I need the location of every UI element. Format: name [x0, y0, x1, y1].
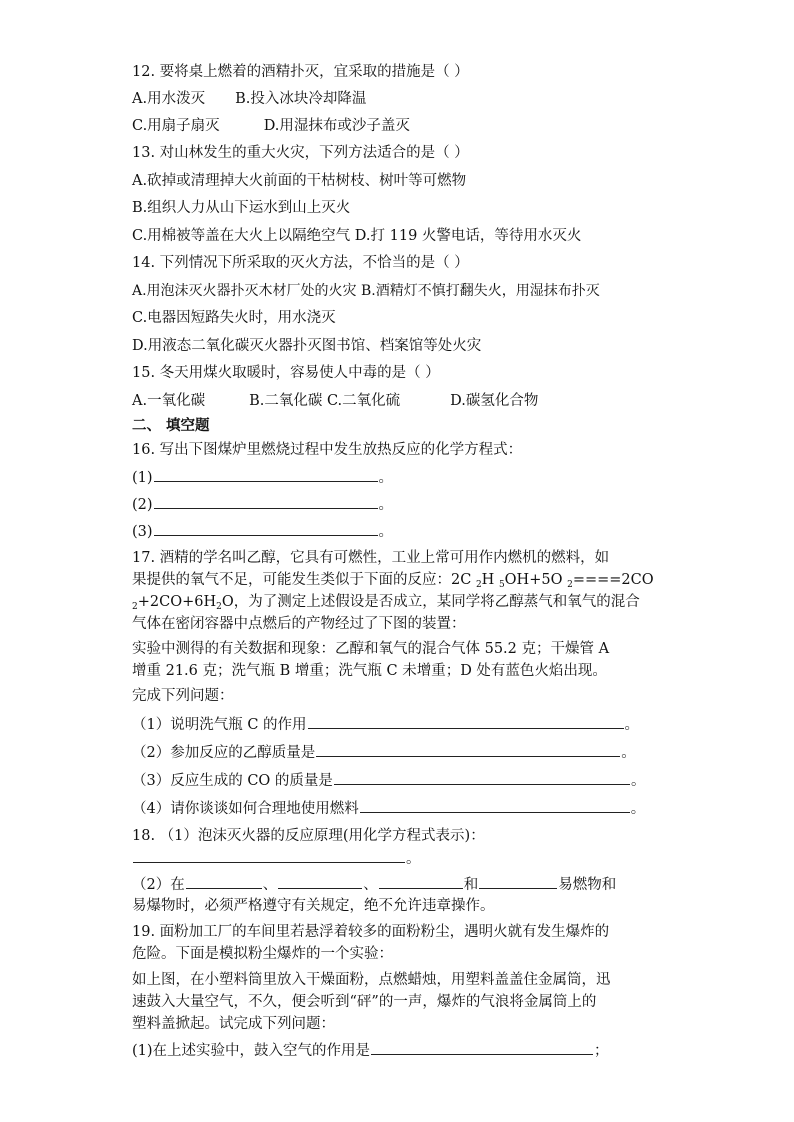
q18-text: 、 — [363, 877, 378, 893]
q13-option-a: A.砍掉或清理掉大火前面的干枯树枝、树叶等可燃物 — [132, 173, 467, 189]
q16-blank-2-label: (2) — [132, 497, 153, 513]
q19-line-2: 危险。下面是模拟粉尘爆炸的一个实验： — [132, 946, 393, 962]
q17-period: 。 — [624, 717, 640, 733]
q16-blank-1-row — [132, 467, 393, 488]
q15-option-bc: B.二氧化碳 C.二氧化硫 — [249, 393, 401, 409]
q16-period: 。 — [378, 524, 394, 540]
q17-part-3-label: （3）反应生成的 CO 的质量是 — [132, 773, 333, 789]
q17-text: OH+5O — [504, 572, 568, 588]
q17-answer-blank-3[interactable] — [334, 770, 630, 785]
q19-semicolon: ； — [594, 1043, 609, 1059]
q19-line-5: 塑料盖掀起。试完成下列问题： — [132, 1016, 335, 1032]
q17-part-1-label: （1）说明洗气瓶 C 的作用 — [132, 717, 307, 733]
q18-line-2 — [132, 848, 421, 869]
subscript: 2 — [567, 580, 573, 590]
q17-part-2-label: （2）参加反应的乙醇质量是 — [132, 745, 316, 761]
q16-stem: 16. 写出下图煤炉里燃烧过程中发生放热反应的化学方程式： — [132, 442, 523, 458]
q12-options-row1 — [132, 89, 366, 109]
q16-blank-3-label: (3) — [132, 524, 153, 540]
q18-line-4: 易爆物时，必须严格遵守有关规定，绝不允许违章操作。 — [132, 898, 495, 914]
subscript: 2 — [132, 602, 138, 612]
q17-line-4: 气体在密闭容器中点燃后的产物经过了下图的装置： — [132, 616, 466, 632]
q18-text: （2）在 — [132, 877, 185, 893]
q12-option-d: D.用湿抹布或沙子盖灭 — [263, 118, 410, 134]
q16-answer-blank-1[interactable] — [154, 467, 378, 482]
q14-option-c: C.电器因短路失火时，用水浇灭 — [132, 310, 336, 326]
q18-answer-blank-2[interactable] — [278, 874, 362, 889]
q13-option-cd: C.用棉被等盖在大火上以隔绝空气 D.打 119 火警电话，等待用水灭火 — [132, 228, 582, 244]
q17-line-6: 增重 21.6 克；洗气瓶 B 增重；洗气瓶 C 未增重；D 处有蓝色火焰出现。 — [132, 663, 607, 679]
subscript: 5 — [498, 580, 505, 590]
q17-text: 果提供的氧气不足，可能发生类似于下面的反应：2C — [132, 572, 476, 588]
q19-line-4: 速鼓入大量空气，不久，便会听到“砰”的一声，爆炸的气浪将金属筒上的 — [132, 994, 597, 1010]
q13-stem: 13. 对山林发生的重大火灾，下列方法适合的是（ ） — [132, 145, 469, 161]
q17-line-5: 实验中测得的有关数据和现象：乙醇和氧气的混合气体 55.2 克；干燥管 A — [132, 641, 610, 657]
q16-answer-blank-3[interactable] — [154, 521, 378, 536]
q17-text: +2CO+6H — [137, 594, 217, 610]
q12-option-b: B.投入冰块冷却降温 — [235, 91, 367, 107]
q18-text: 、 — [262, 877, 278, 893]
subscript: 2 — [475, 580, 482, 590]
q17-text: H — [481, 572, 499, 588]
q15-option-d: D.碳氢化合物 — [450, 393, 539, 409]
q16-answer-blank-2[interactable] — [154, 494, 378, 509]
q19-part-1-label: (1)在上述实验中，鼓入空气的作用是 — [132, 1043, 371, 1059]
q17-line-1: 17. 酒精的学名叫乙醇，它具有可燃性，工业上常可用作内燃机的燃料，如 — [132, 550, 610, 566]
q17-part-1 — [132, 714, 639, 735]
q17-answer-blank-4[interactable] — [360, 798, 630, 813]
q17-part-2 — [132, 742, 636, 763]
q17-answer-blank-1[interactable] — [308, 714, 624, 729]
q14-option-ab: A.用泡沫灭火器扑灭木材厂处的火灾 B.酒精灯不慎打翻失火，用湿抹布扑灭 — [132, 283, 600, 299]
q19-line-1: 19. 面粉加工厂的车间里若悬浮着较多的面粉粉尘，遇明火就有发生爆炸的 — [132, 924, 610, 940]
q17-part-4 — [132, 798, 645, 819]
q18-text: 和 — [463, 877, 479, 893]
q17-text: ====2CO — [572, 572, 654, 588]
q16-period: 。 — [378, 470, 394, 486]
q17-period: 。 — [621, 745, 636, 761]
q18-answer-blank-4[interactable] — [479, 874, 557, 889]
q19-part-1 — [132, 1040, 609, 1061]
q13-option-b: B.组织人力从山下运水到山上灭火 — [132, 200, 351, 216]
q16-period: 。 — [378, 497, 394, 513]
q19-line-3: 如上图，在小塑料筒里放入干燥面粉，点燃蜡烛，用塑料盖盖住金属筒，迅 — [132, 972, 611, 988]
q17-period: 。 — [630, 773, 646, 789]
q18-text: 易燃物和 — [558, 877, 617, 893]
q16-blank-2-row — [132, 494, 393, 515]
q17-period: 。 — [630, 801, 646, 817]
q17-part-3 — [132, 770, 645, 791]
q19-answer-blank-1[interactable] — [371, 1040, 593, 1055]
q16-blank-3-row — [132, 521, 393, 542]
q12-options-row2 — [132, 116, 410, 136]
q18-period: 。 — [406, 851, 421, 867]
q18-answer-blank-equation[interactable] — [133, 848, 405, 863]
q17-answer-blank-2[interactable] — [316, 742, 620, 757]
section-heading: 二、 填空题 — [132, 417, 210, 434]
q18-answer-blank-3[interactable] — [379, 874, 463, 889]
q18-line-3 — [132, 874, 616, 895]
q12-option-c: C.用扇子扇灭 — [132, 118, 220, 134]
q12-option-a: A.用水泼灭 — [132, 91, 206, 107]
q16-blank-1-label: (1) — [132, 470, 153, 486]
q14-option-d: D.用液态二氧化碳灭火器扑灭图书馆、档案馆等处火灾 — [132, 338, 482, 354]
q15-options — [132, 391, 538, 411]
q15-option-a: A.一氧化碳 — [132, 393, 206, 409]
q14-stem: 14. 下列情况下所采取的灭火方法，不恰当的是（ ） — [132, 255, 469, 271]
q17-text: O，为了测定上述假设是否成立，某同学将乙醇蒸气和氧气的混合 — [221, 594, 640, 610]
q17-part-4-label: （4）请你谈谈如何合理地使用燃料 — [132, 801, 359, 817]
q18-answer-blank-1[interactable] — [186, 874, 262, 889]
q12-stem: 12. 要将桌上燃着的酒精扑灭，宜采取的措施是（ ） — [132, 64, 469, 80]
subscript: 2 — [216, 602, 222, 612]
q15-stem: 15. 冬天用煤火取暖时，容易使人中毒的是（ ） — [132, 365, 440, 381]
q17-line-7: 完成下列问题： — [132, 688, 234, 704]
q18-line-1: 18. （1）泡沫灭火器的反应原理(用化学方程式表示)： — [132, 828, 485, 844]
